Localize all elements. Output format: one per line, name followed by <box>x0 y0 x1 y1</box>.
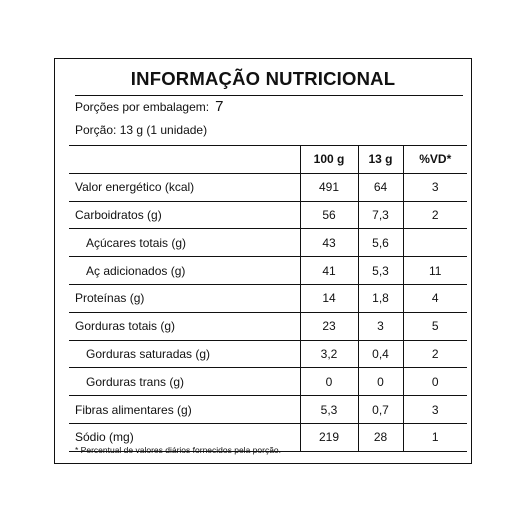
nutrient-name: Gorduras trans (g) <box>69 368 300 396</box>
nutrient-name: Valor energético (kcal) <box>69 173 300 201</box>
value-per-portion: 64 <box>358 173 403 201</box>
value-daily: 2 <box>403 340 467 368</box>
value-per-portion: 3 <box>358 312 403 340</box>
nutrition-table <box>69 145 467 452</box>
nutrient-name: Aç adicionados (g) <box>69 257 300 285</box>
table-row <box>69 312 467 340</box>
value-daily: 1 <box>403 423 467 451</box>
value-daily: 3 <box>403 396 467 424</box>
table-row <box>69 340 467 368</box>
value-per-100g: 23 <box>300 312 358 340</box>
label-title: INFORMAÇÃO NUTRICIONAL <box>130 68 396 89</box>
value-per-100g: 41 <box>300 257 358 285</box>
value-per-portion: 5,6 <box>358 229 403 257</box>
nutrient-name: Sódio (mg) <box>69 423 300 451</box>
nutrient-name: Gorduras totais (g) <box>69 312 300 340</box>
value-per-portion: 0,7 <box>358 396 403 424</box>
table-row <box>69 173 467 201</box>
value-per-portion: 5,3 <box>358 257 403 285</box>
table-header-row <box>69 146 467 174</box>
portion-size: Porção: 13 g (1 unidade) <box>75 123 208 137</box>
value-per-100g: 43 <box>300 229 358 257</box>
servings-per-package <box>75 95 463 115</box>
value-per-100g: 5,3 <box>300 396 358 424</box>
nutrient-name: Gorduras saturadas (g) <box>69 340 300 368</box>
nutrient-name: Açúcares totais (g) <box>69 229 300 257</box>
servings-value: 7 <box>215 98 224 115</box>
value-per-100g: 56 <box>300 201 358 229</box>
value-daily: 3 <box>403 173 467 201</box>
value-per-100g: 14 <box>300 284 358 312</box>
value-daily: 5 <box>403 312 467 340</box>
table-row <box>69 396 467 424</box>
nutrient-name: Carboidratos (g) <box>69 201 300 229</box>
value-per-portion: 1,8 <box>358 284 403 312</box>
table-row <box>69 257 467 285</box>
header-per-100g: 100 g <box>300 146 358 174</box>
value-per-100g: 3,2 <box>300 340 358 368</box>
value-daily: 11 <box>403 257 467 285</box>
header-nutrient <box>69 146 300 174</box>
value-per-100g: 219 <box>300 423 358 451</box>
header-daily-value: %VD* <box>403 146 467 174</box>
value-daily: 4 <box>403 284 467 312</box>
value-daily <box>403 229 467 257</box>
table-row <box>69 284 467 312</box>
value-per-100g: 491 <box>300 173 358 201</box>
table-row <box>69 368 467 396</box>
table-row <box>69 201 467 229</box>
table-row <box>69 229 467 257</box>
value-daily: 0 <box>403 368 467 396</box>
nutrient-name: Proteínas (g) <box>69 284 300 312</box>
value-per-100g: 0 <box>300 368 358 396</box>
daily-value-footnote: * Percentual de valores diários fornecidos pela porção. <box>75 445 282 455</box>
value-per-portion: 0 <box>358 368 403 396</box>
header-per-portion: 13 g <box>358 146 403 174</box>
nutrient-name: Fibras alimentares (g) <box>69 396 300 424</box>
value-per-portion: 7,3 <box>358 201 403 229</box>
value-per-portion: 28 <box>358 423 403 451</box>
value-per-portion: 0,4 <box>358 340 403 368</box>
nutrition-facts-label <box>54 58 472 464</box>
servings-label: Porções por embalagem: <box>75 100 210 114</box>
value-daily: 2 <box>403 201 467 229</box>
